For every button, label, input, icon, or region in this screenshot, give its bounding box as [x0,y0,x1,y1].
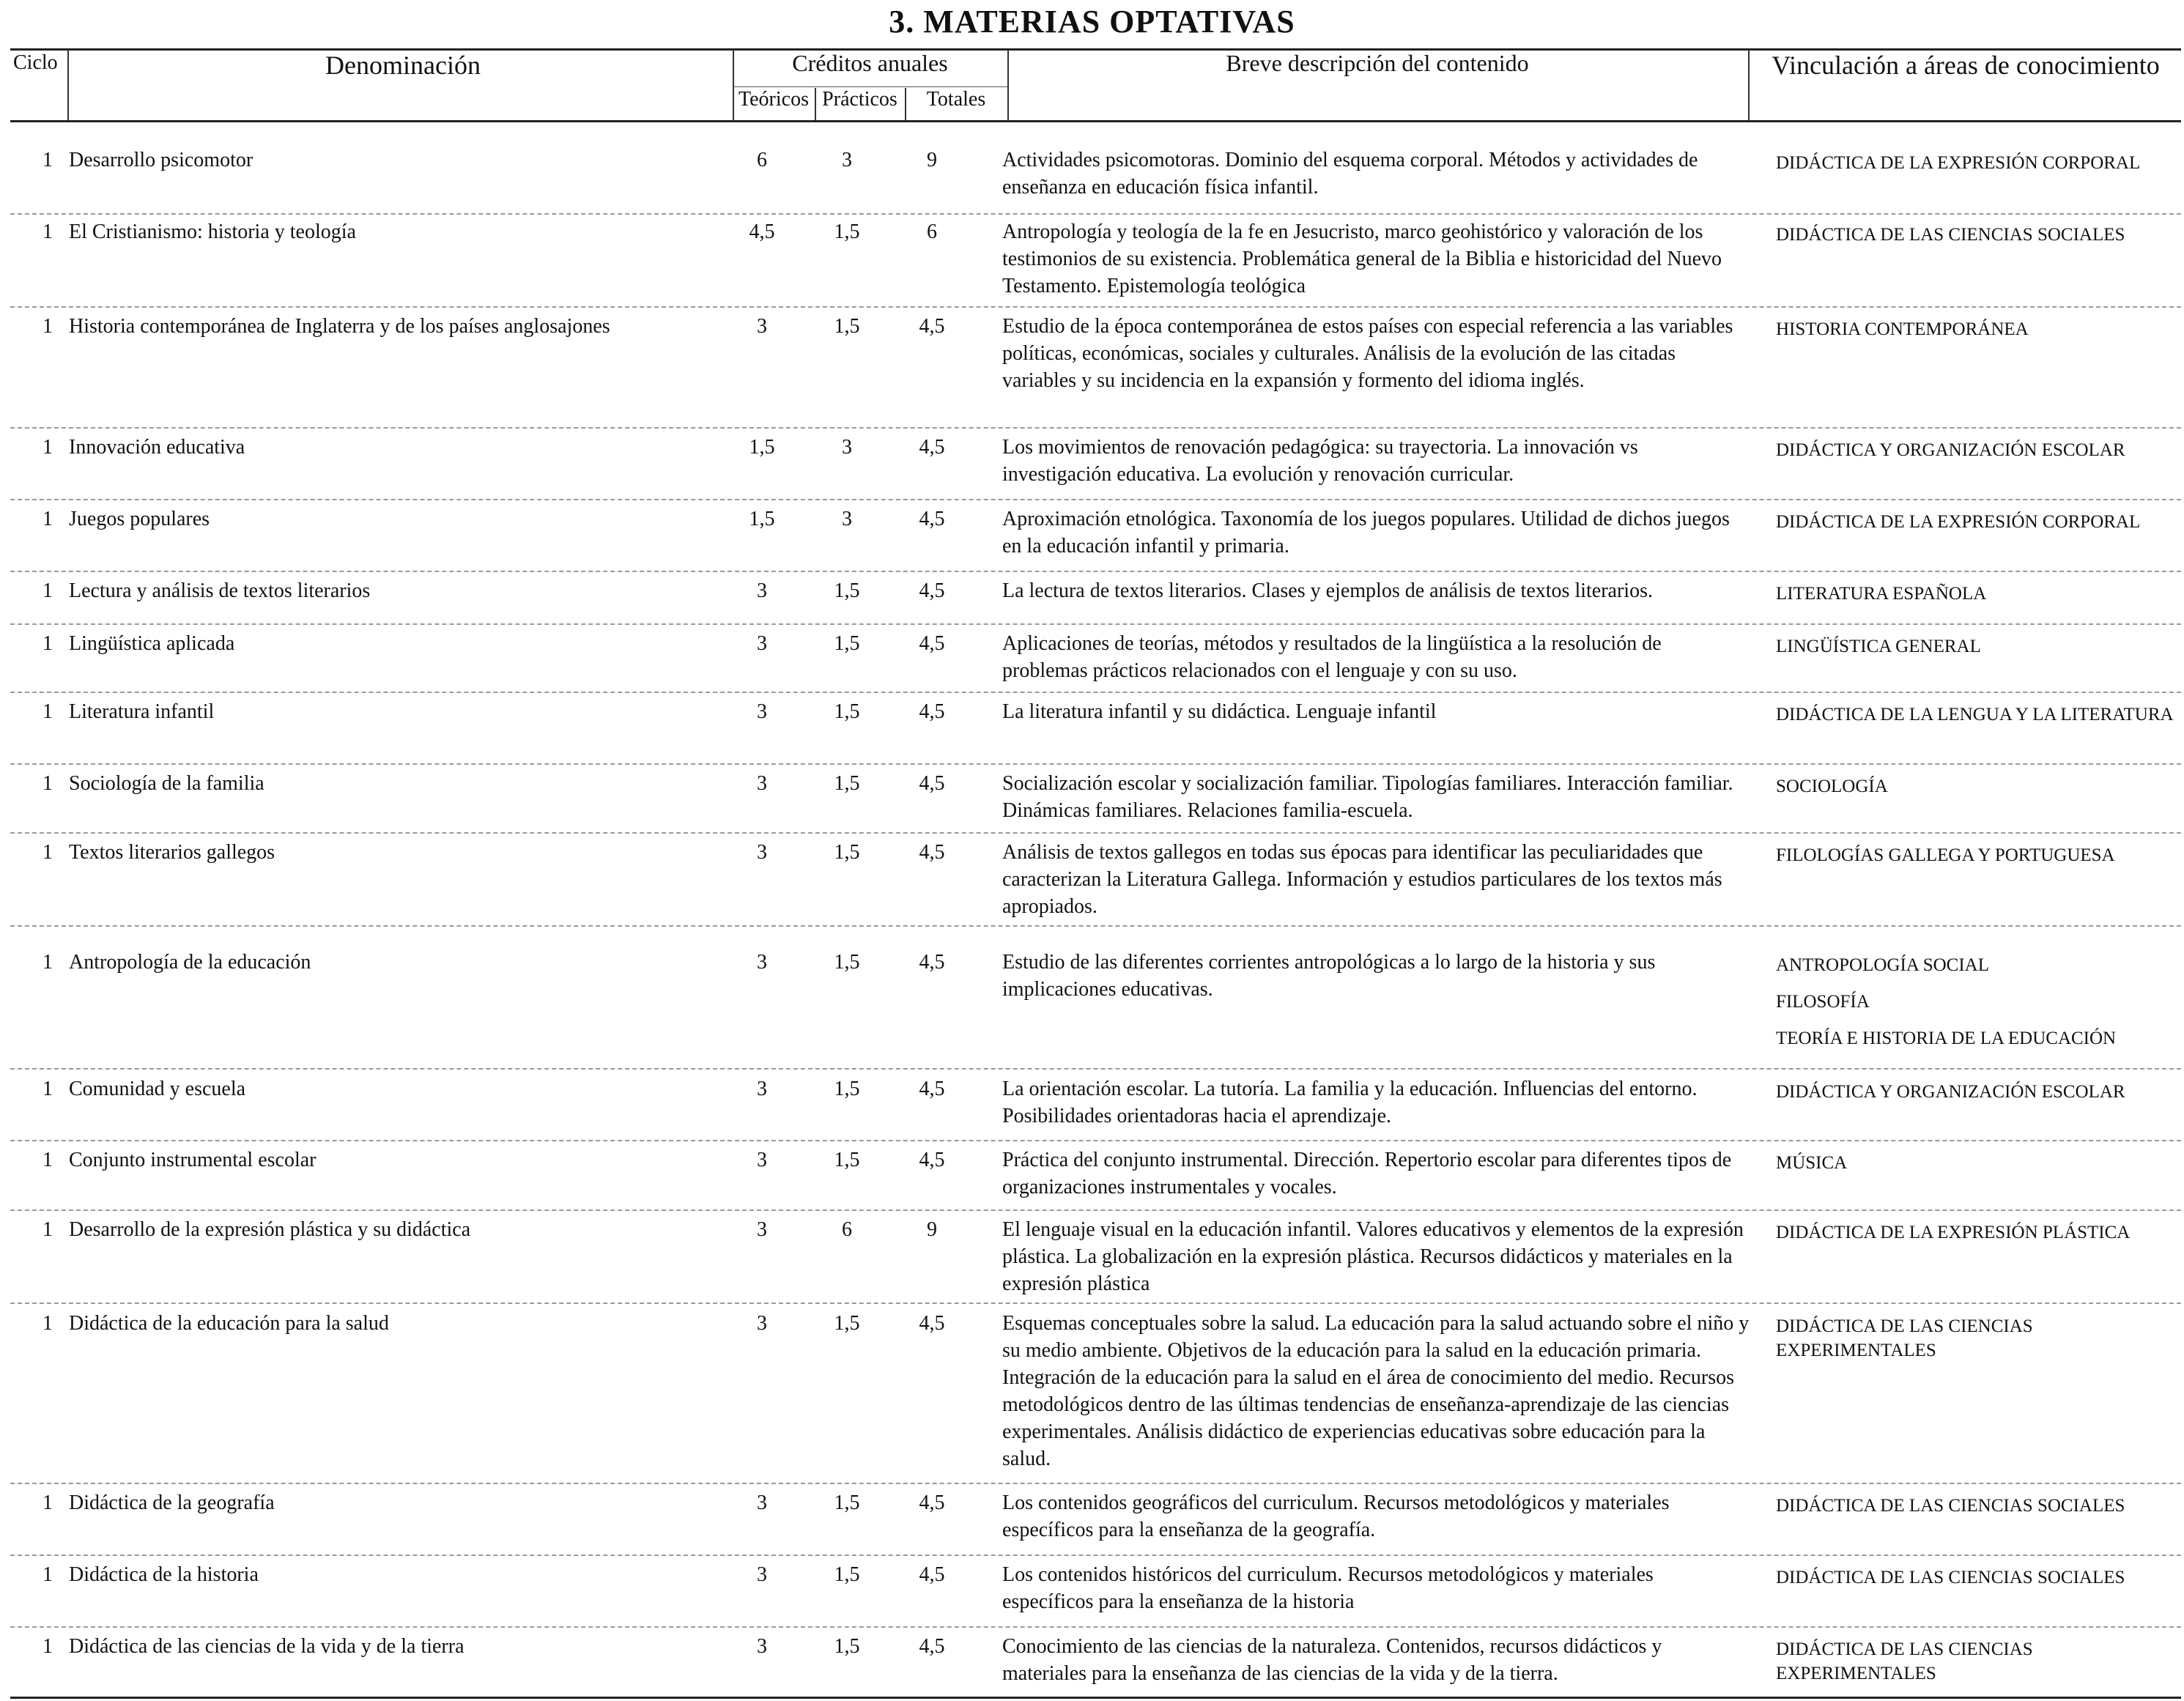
header-ciclo: Ciclo [13,51,58,74]
row-separator [10,213,2181,215]
cell-ciclo: 1 [42,1563,53,1586]
cell-ciclo: 1 [42,579,53,602]
cell-ciclo: 1 [42,1635,53,1658]
table-row [10,505,2181,572]
area-item: DIDÁCTICA DE LAS CIENCIAS EXPERIMENTALES [1776,1316,2033,1360]
table-row [10,147,2181,215]
area-item: DIDÁCTICA DE LAS CIENCIAS SOCIALES [1776,1568,2125,1587]
table-row [10,698,2181,765]
row-separator [10,1302,2181,1304]
cell-vinculacion [1776,703,2184,739]
cell-descripcion: Aplicaciones de teorías, métodos y resultados de la lingüística a la resolución de problemas prácticos relacionados con el lenguaje y con su uso. [1002,632,1662,682]
cell-vinculacion [1776,1151,2184,1187]
cell-totales: 4,5 [919,1078,945,1100]
cell-teoricos: 3 [757,1149,767,1171]
row-separator [10,832,2181,834]
cell-practicos: 3 [842,149,852,171]
area-item: DIDÁCTICA DE LAS CIENCIAS SOCIALES [1776,1496,2125,1516]
cell-vinculacion [1776,1494,2184,1530]
table-row [10,218,2181,308]
cell-vinculacion [1776,1080,2184,1116]
cell-denominacion: Literatura infantil [69,700,215,723]
cell-teoricos: 3 [757,1491,767,1514]
cell-teoricos: 3 [757,1563,767,1586]
cell-denominacion: Innovación educativa [69,436,245,459]
area-item: DIDÁCTICA DE LA EXPRESIÓN PLÁSTICA [1776,1223,2131,1242]
table-bottom-rule [10,1697,2181,1699]
cell-descripcion: Antropología y teología de la fe en Jesucristo, marco geohistórico y valoración de los testimonios de su existencia. Problemática general de la Biblia e historicidad del Nuevo Testamento. Epistemología teológica [1002,220,1722,297]
cell-teoricos: 6 [757,149,767,171]
cell-vinculacion [1776,1637,2184,1698]
cell-totales: 4,5 [919,951,945,974]
cell-teoricos: 3 [757,1635,767,1658]
cell-ciclo: 1 [42,315,53,338]
cell-practicos: 3 [842,508,852,530]
cell-ciclo: 1 [42,508,53,530]
header-divider [67,50,69,120]
cell-denominacion: Historia contemporánea de Inglaterra y de los países anglosajones [69,315,610,338]
cell-practicos: 1,5 [834,632,860,655]
row-separator [10,1554,2181,1556]
table-row [10,1075,2181,1141]
cell-descripcion: Conocimiento de las ciencias de la naturaleza. Contenidos, recursos didácticos y materiales para la enseñanza de las ciencias de la vida y de la tierra. [1002,1635,1662,1685]
cell-vinculacion [1776,774,2184,811]
header-denominacion: Denominación [325,51,481,80]
area-item: DIDÁCTICA DE LA LENGUA Y LA LITERATURA [1776,705,2174,724]
cell-denominacion: Desarrollo de la expresión plástica y su didáctica [69,1218,471,1241]
cell-totales: 4,5 [919,1635,945,1658]
cell-denominacion: Didáctica de la historia [69,1563,259,1586]
area-item: FILOLOGÍAS GALLEGA Y PORTUGUESA [1776,845,2115,865]
cell-practicos: 3 [842,436,852,459]
row-separator [10,623,2181,625]
cell-denominacion: Desarrollo psicomotor [69,149,253,171]
area-item: MÚSICA [1776,1153,1848,1173]
cell-ciclo: 1 [42,1149,53,1171]
cell-ciclo: 1 [42,951,53,974]
cell-denominacion: Didáctica de la educación para la salud [69,1312,389,1335]
cell-denominacion: Lectura y análisis de textos literarios [69,579,371,602]
table-row [10,839,2181,927]
cell-practicos: 1,5 [834,1491,860,1514]
row-separator [10,1483,2181,1484]
cell-vinculacion [1776,1220,2184,1257]
cell-descripcion: Práctica del conjunto instrumental. Dirección. Repertorio escolar para diferentes tipos de organizaciones instrumentales y vocales. [1002,1149,1732,1198]
cell-practicos: 1,5 [834,315,860,338]
cell-denominacion: Didáctica de las ciencias de la vida y de la tierra [69,1635,464,1658]
table-row [10,1216,2181,1304]
cell-totales: 4,5 [919,1312,945,1335]
cell-descripcion: Los movimientos de renovación pedagógica: su trayectoria. La innovación vs investigación educativa. La evolución y renovación curricular. [1002,436,1638,486]
cell-denominacion: Sociología de la familia [69,772,264,795]
cell-totales: 4,5 [919,1149,945,1171]
row-separator [10,925,2181,927]
area-item: HISTORIA CONTEMPORÁNEA [1776,319,2029,339]
cell-descripcion: Aproximación etnológica. Taxonomía de los juegos populares. Utilidad de dichos juegos en la educación infantil y primaria. [1002,508,1730,557]
cell-practicos: 1,5 [834,1078,860,1100]
cell-vinculacion [1776,438,2184,475]
cell-totales: 9 [927,149,937,171]
cell-totales: 4,5 [919,1491,945,1514]
cell-descripcion: Actividades psicomotoras. Dominio del esquema corporal. Métodos y actividades de enseñanza en educación física infantil. [1002,149,1698,199]
cell-ciclo: 1 [42,1491,53,1514]
table-row [10,1561,2181,1628]
table-row [10,949,2181,1070]
area-item: DIDÁCTICA DE LAS CIENCIAS EXPERIMENTALES [1776,1639,2033,1683]
cell-teoricos: 1,5 [749,508,775,530]
cell-practicos: 6 [842,1218,852,1241]
area-item: DIDÁCTICA DE LA EXPRESIÓN CORPORAL [1776,153,2141,173]
cell-ciclo: 1 [42,700,53,723]
row-separator [10,1626,2181,1628]
cell-denominacion: El Cristianismo: historia y teología [69,220,356,243]
row-separator [10,571,2181,572]
cell-denominacion: Antropología de la educación [69,951,311,974]
cell-practicos: 1,5 [834,220,860,243]
cell-descripcion: La literatura infantil y su didáctica. Lenguaje infantil [1002,700,1437,723]
cell-descripcion: Esquemas conceptuales sobre la salud. La educación para la salud actuando sobre el niño y su medio ambiente. Objetivos de la educación para la salud en la educación primaria. Integración de la educación para la salud en el área de conocimiento del medio. Recursos metodológicos dentro de las últimas tendencias de enseñanza-aprendizaje de las ciencias experimentales. Análisis didáctico de experiencias educativas sobre educación para la salud. [1002,1312,1750,1470]
table-row [10,434,2181,500]
cell-teoricos: 3 [757,772,767,795]
table-row [10,1489,2181,1556]
cell-totales: 4,5 [919,508,945,530]
row-separator [10,1209,2181,1211]
table-row [10,313,2181,429]
header-descripcion: Breve descripción del contenido [1226,50,1529,76]
cell-totales: 6 [927,220,937,243]
row-separator [10,1068,2181,1070]
cell-practicos: 1,5 [834,1312,860,1335]
header-practicos: Prácticos [822,88,897,111]
cell-practicos: 1,5 [834,772,860,795]
cell-vinculacion [1776,634,2184,671]
cell-practicos: 1,5 [834,700,860,723]
cell-ciclo: 1 [42,1078,53,1100]
header-creditos: Créditos anuales [792,50,948,76]
cell-ciclo: 1 [42,436,53,459]
row-separator [10,306,2181,308]
cell-denominacion: Comunidad y escuela [69,1078,246,1100]
area-item: DIDÁCTICA DE LAS CIENCIAS SOCIALES [1776,225,2125,245]
cell-descripcion: Estudio de las diferentes corrientes antropológicas a lo largo de la historia y sus implicaciones educativas. [1002,951,1656,1001]
cell-totales: 4,5 [919,436,945,459]
area-item: DIDÁCTICA Y ORGANIZACIÓN ESCOLAR [1776,440,2125,460]
cell-practicos: 1,5 [834,1563,860,1586]
table-row [10,577,2181,625]
cell-teoricos: 4,5 [749,220,775,243]
cell-descripcion: Los contenidos geográficos del curriculum. Recursos metodológicos y materiales específicos para la enseñanza de la geografía. [1002,1491,1670,1541]
table-row [10,1146,2181,1211]
cell-descripcion: Estudio de la época contemporánea de estos países con especial referencia a las variables políticas, económicas, sociales y culturales. Análisis de la evolución de las citadas variables y su incidencia en la expansión y formento del idioma inglés. [1002,315,1733,392]
cell-descripcion: Los contenidos históricos del curriculum. Recursos metodológicos y materiales específicos para la enseñanza de la historia [1002,1563,1654,1613]
cell-descripcion: Análisis de textos gallegos en todas sus épocas para identificar las peculiaridades que caracterizan la Literatura Gallega. Información y estudios particulares de los textos más apropiados. [1002,841,1722,918]
cell-denominacion: Textos literarios gallegos [69,841,275,864]
row-separator [10,427,2181,429]
cell-teoricos: 1,5 [749,436,775,459]
cell-teoricos: 3 [757,315,767,338]
table-row [10,630,2181,693]
row-separator [10,692,2181,693]
cell-vinculacion [1776,223,2184,259]
cell-denominacion: Juegos populares [69,508,210,530]
cell-ciclo: 1 [42,1218,53,1241]
area-item: LINGÜÍSTICA GENERAL [1776,637,1981,656]
row-separator [10,499,2181,500]
cell-teoricos: 3 [757,1218,767,1241]
cell-ciclo: 1 [42,632,53,655]
row-separator [10,1140,2181,1141]
cell-teoricos: 3 [757,951,767,974]
cell-ciclo: 1 [42,841,53,864]
row-separator [10,763,2181,765]
cell-descripcion: Socialización escolar y socialización familiar. Tipologías familiares. Interacción familiar. Dinámicas familiares. Relaciones familia-escuela. [1002,772,1733,822]
cell-teoricos: 3 [757,579,767,602]
cell-descripcion: La lectura de textos literarios. Clases y ejemplos de análisis de textos literarios. [1002,579,1653,602]
cell-practicos: 1,5 [834,951,860,974]
cell-practicos: 1,5 [834,1149,860,1171]
table-row [10,1633,2181,1694]
header-teoricos: Teóricos [738,88,809,111]
cell-ciclo: 1 [42,149,53,171]
cell-denominacion: Conjunto instrumental escolar [69,1149,317,1171]
area-item: SOCIOLOGÍA [1776,777,1888,796]
header-totales: Totales [926,88,986,111]
cell-totales: 4,5 [919,700,945,723]
cell-vinculacion [1776,510,2184,546]
cell-ciclo: 1 [42,1312,53,1335]
cell-teoricos: 3 [757,700,767,723]
header-bottom-rule [10,120,2181,122]
cell-practicos: 1,5 [834,579,860,602]
area-item: LITERATURA ESPAÑOLA [1776,584,1987,604]
header-subrule [733,86,1007,87]
cell-practicos: 1,5 [834,841,860,864]
cell-vinculacion [1776,843,2184,880]
cell-practicos: 1,5 [834,1635,860,1658]
area-item: ANTROPOLOGÍA SOCIAL [1776,955,1989,975]
cell-vinculacion [1776,317,2184,354]
table-row [10,1310,2181,1484]
cell-vinculacion [1776,1565,2184,1602]
area-item: DIDÁCTICA Y ORGANIZACIÓN ESCOLAR [1776,1082,2125,1102]
cell-denominacion: Lingüística aplicada [69,632,235,655]
cell-teoricos: 3 [757,1312,767,1335]
page-title: 3. MATERIAS OPTATIVAS [889,4,1295,40]
cell-teoricos: 3 [757,632,767,655]
cell-descripcion: El lenguaje visual en la educación infantil. Valores educativos y elementos de la expresión plástica. La globalización en la expresión plástica. Recursos didácticos y materiales en la expresión plástica [1002,1218,1744,1295]
area-item: FILOSOFÍA [1776,992,1870,1012]
cell-denominacion: Didáctica de la geografía [69,1491,275,1514]
cell-totales: 4,5 [919,579,945,602]
cell-vinculacion [1776,953,2184,1063]
cell-totales: 4,5 [919,1563,945,1586]
cell-teoricos: 3 [757,841,767,864]
cell-totales: 4,5 [919,772,945,795]
cell-vinculacion [1776,582,2184,618]
area-item: DIDÁCTICA DE LA EXPRESIÓN CORPORAL [1776,512,2141,532]
cell-totales: 4,5 [919,315,945,338]
area-item: TEORÍA E HISTORIA DE LA EDUCACIÓN [1776,1029,2117,1048]
cell-vinculacion [1776,151,2184,188]
cell-totales: 4,5 [919,841,945,864]
cell-vinculacion [1776,1314,2184,1375]
cell-teoricos: 3 [757,1078,767,1100]
cell-ciclo: 1 [42,772,53,795]
cell-ciclo: 1 [42,220,53,243]
cell-totales: 4,5 [919,632,945,655]
header-vinculacion: Vinculación a áreas de conocimiento [1772,51,2160,80]
table-row [10,770,2181,834]
cell-totales: 9 [927,1218,937,1241]
cell-descripcion: La orientación escolar. La tutoría. La familia y la educación. Influencias del entorno. Posibilidades orientadoras hacia el aprendizaje. [1002,1078,1698,1127]
